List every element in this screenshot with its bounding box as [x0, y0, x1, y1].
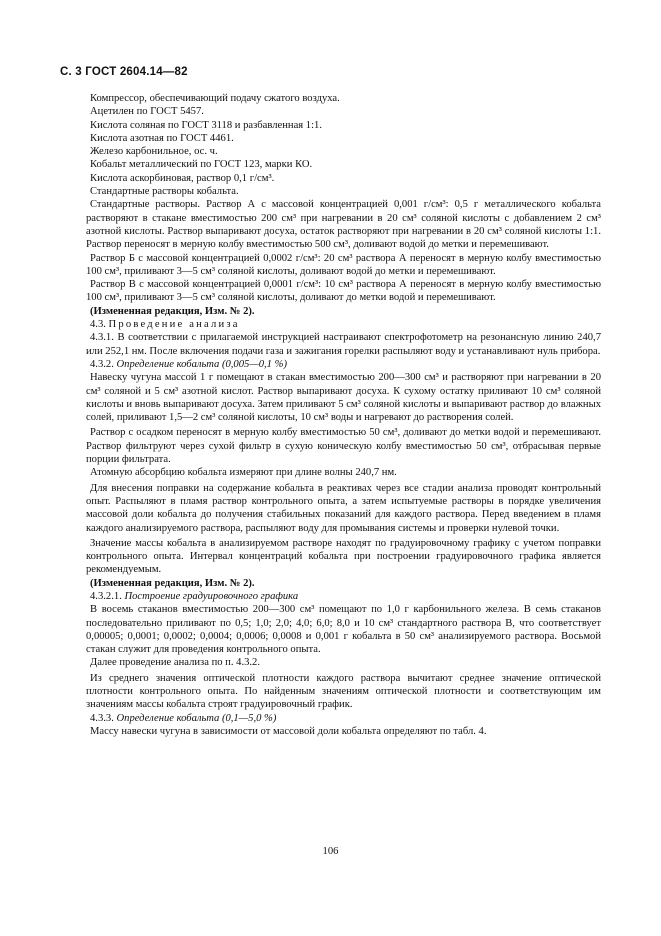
list-item: Железо карбонильное, ос. ч.	[90, 146, 218, 158]
list-item: Кислота аскорбиновая, раствор 0,1 г/см³.	[90, 172, 275, 184]
paragraph-standard-b: Раствор Б с массовой концентрацией 0,0002 г/см³: 20 см³ раствора А переносят в мерную колбу вместимостью 100 см³, приливают 3—5 см³ соляной кислоты, доливают водой до метки и перемешивают.	[86, 252, 601, 277]
list-item: Компрессор, обеспечивающий подачу сжатого воздуха.	[90, 93, 340, 104]
paragraph-control: Для внесения поправки на содержание кобальта в реактивах через все стадии анализа проводят контрольный опыт. Распыляют в пламя раствор контрольного опыта, а затем испытуемые растворы в порядке увеличения массовой доли кобальта до получения стабильных показаний для каждого раствора. Перед введением в пламя каждого анализируемого раствора, распыляют воду для промывания системы и проверки нулевой точки.	[86, 482, 601, 534]
section-number: 4.3.3.	[90, 712, 114, 724]
page-header: С. 3 ГОСТ 2604.14—82	[60, 66, 188, 78]
paragraph-sample: Навеску чугуна массой 1 г помещают в стакан вместимостью 200—300 см³ и растворяют при нагревании в 20 см³ соляной и 5 см³ азотной кислот. Раствор выпаривают досуха. К сухому остатку приливают 10 см³ соляной кислоты и вновь выпаривают досуха. Затем приливают 5 см³ соляной кислоты и выпаривают раствор до влажных солей, приливают 1,5—2 см³ соляной кислоты, 10 см³ воды и нагревают до растворения солей.	[86, 372, 601, 424]
list-item: Ацетилен по ГОСТ 5457.	[90, 106, 204, 118]
list-item: Кислота соляная по ГОСТ 3118 и разбавленная 1:1.	[90, 119, 322, 131]
paragraph-table-ref: Массу навески чугуна в зависимости от массовой доли кобальта определяют по табл. 4.	[90, 725, 487, 737]
section-number: 4.3.2.1.	[90, 590, 122, 602]
amendment-note: (Измененная редакция, Изм. № 2).	[90, 577, 255, 589]
list-item: Кислота азотная по ГОСТ 4461.	[90, 132, 234, 144]
page-number: 106	[322, 846, 339, 857]
section-number: 4.3.	[90, 319, 106, 331]
section-number: 4.3.2.	[90, 358, 114, 370]
paragraph-further: Далее проведение анализа по п. 4.3.2.	[90, 657, 260, 669]
paragraph-transfer: Раствор с осадком переносят в мерную колбу вместимостью 50 см³, доливают до метки водой и перемешивают. Раствор фильтруют через сухой фильтр в сухую коническую колбу вместимостью 50 см³, отбрасывая первые порции фильтрата.	[86, 427, 601, 466]
section-title: Определение кобальта (0,005—0,1 %)	[116, 358, 287, 370]
list-item: Стандартные растворы кобальта.	[90, 186, 239, 198]
paragraph-standard-a: Стандартные растворы. Раствор А с массовой концентрацией 0,001 г/см³: 0,5 г металлического кобальта растворяют в стакане вместимостью 200 см³ при нагревании в 20 см³ соляной кислоты с добавлением 2 см³ азотной кислоты. Раствор выпаривают досуха, остаток растворяют при нагревании в 20 см³ соляной кислоты 1:1. Раствор переносят в мерную колбу вместимостью 500 см³, доливают водой до метки и перемешивают.	[86, 199, 601, 251]
paragraph-absorption: Атомную абсорбцию кобальта измеряют при длине волны 240,7 нм.	[90, 467, 397, 479]
amendment-note: (Измененная редакция, Изм. № 2).	[90, 305, 255, 317]
section-title: Построение градуировочного графика	[124, 590, 299, 602]
section-heading-4-3	[86, 318, 601, 331]
section-title: Определение кобальта (0,1—5,0 %)	[116, 712, 277, 724]
document-body	[86, 92, 601, 738]
section-heading-4-3-2-1	[86, 590, 601, 603]
paragraph-calibration: В восемь стаканов вместимостью 200—300 см³ помещают по 1,0 г карбонильного железа. В семь стаканов последовательно приливают по 0,5; 1,0; 2,0; 4,0; 6,0; 8,0 и 10 см³ стандартного раствора В, что соответствует 0,00005; 0,0001; 0,0002; 0,0004; 0,0006; 0,0008 и 0,001 г кобальта в 50 см³ анализируемого раствора. Восьмой стакан служит для проведения контрольного опыта.	[86, 604, 601, 656]
paragraph-mass: Значение массы кобальта в анализируемом растворе находят по градуировочному графику с учетом поправки контрольного опыта. Интервал концентраций кобальта при построении градуировочного графика является рекомендуемым.	[86, 537, 601, 576]
section-heading-4-3-3	[86, 712, 601, 725]
list-item: Кобальт металлический по ГОСТ 123, марки КО.	[90, 159, 313, 171]
section-title: Проведение анализа	[108, 319, 240, 331]
paragraph-standard-c: Раствор В с массовой концентрацией 0,0001 г/см³: 10 см³ раствора А переносят в мерную колбу вместимостью 100 см³, приливают 3—5 см³ соляной кислоты, доливают до метки водой и перемешивают.	[86, 279, 601, 304]
section-heading-4-3-2	[86, 358, 601, 371]
paragraph-4-3-1: 4.3.1. В соответствии с прилагаемой инструкцией настраивают спектрофотометр на резонансную линию 240,7 или 252,1 нм. После включения подачи газа и зажигания горелки распыляют воду и устанавливают нуль прибора.	[86, 332, 601, 357]
paragraph-optical: Из среднего значения оптической плотности каждого раствора вычитают среднее значение оптической плотности контрольного опыта. По найденным значениям оптической плотности и соответствующим им значениям массы кобальта строят градуировочный график.	[86, 672, 601, 711]
